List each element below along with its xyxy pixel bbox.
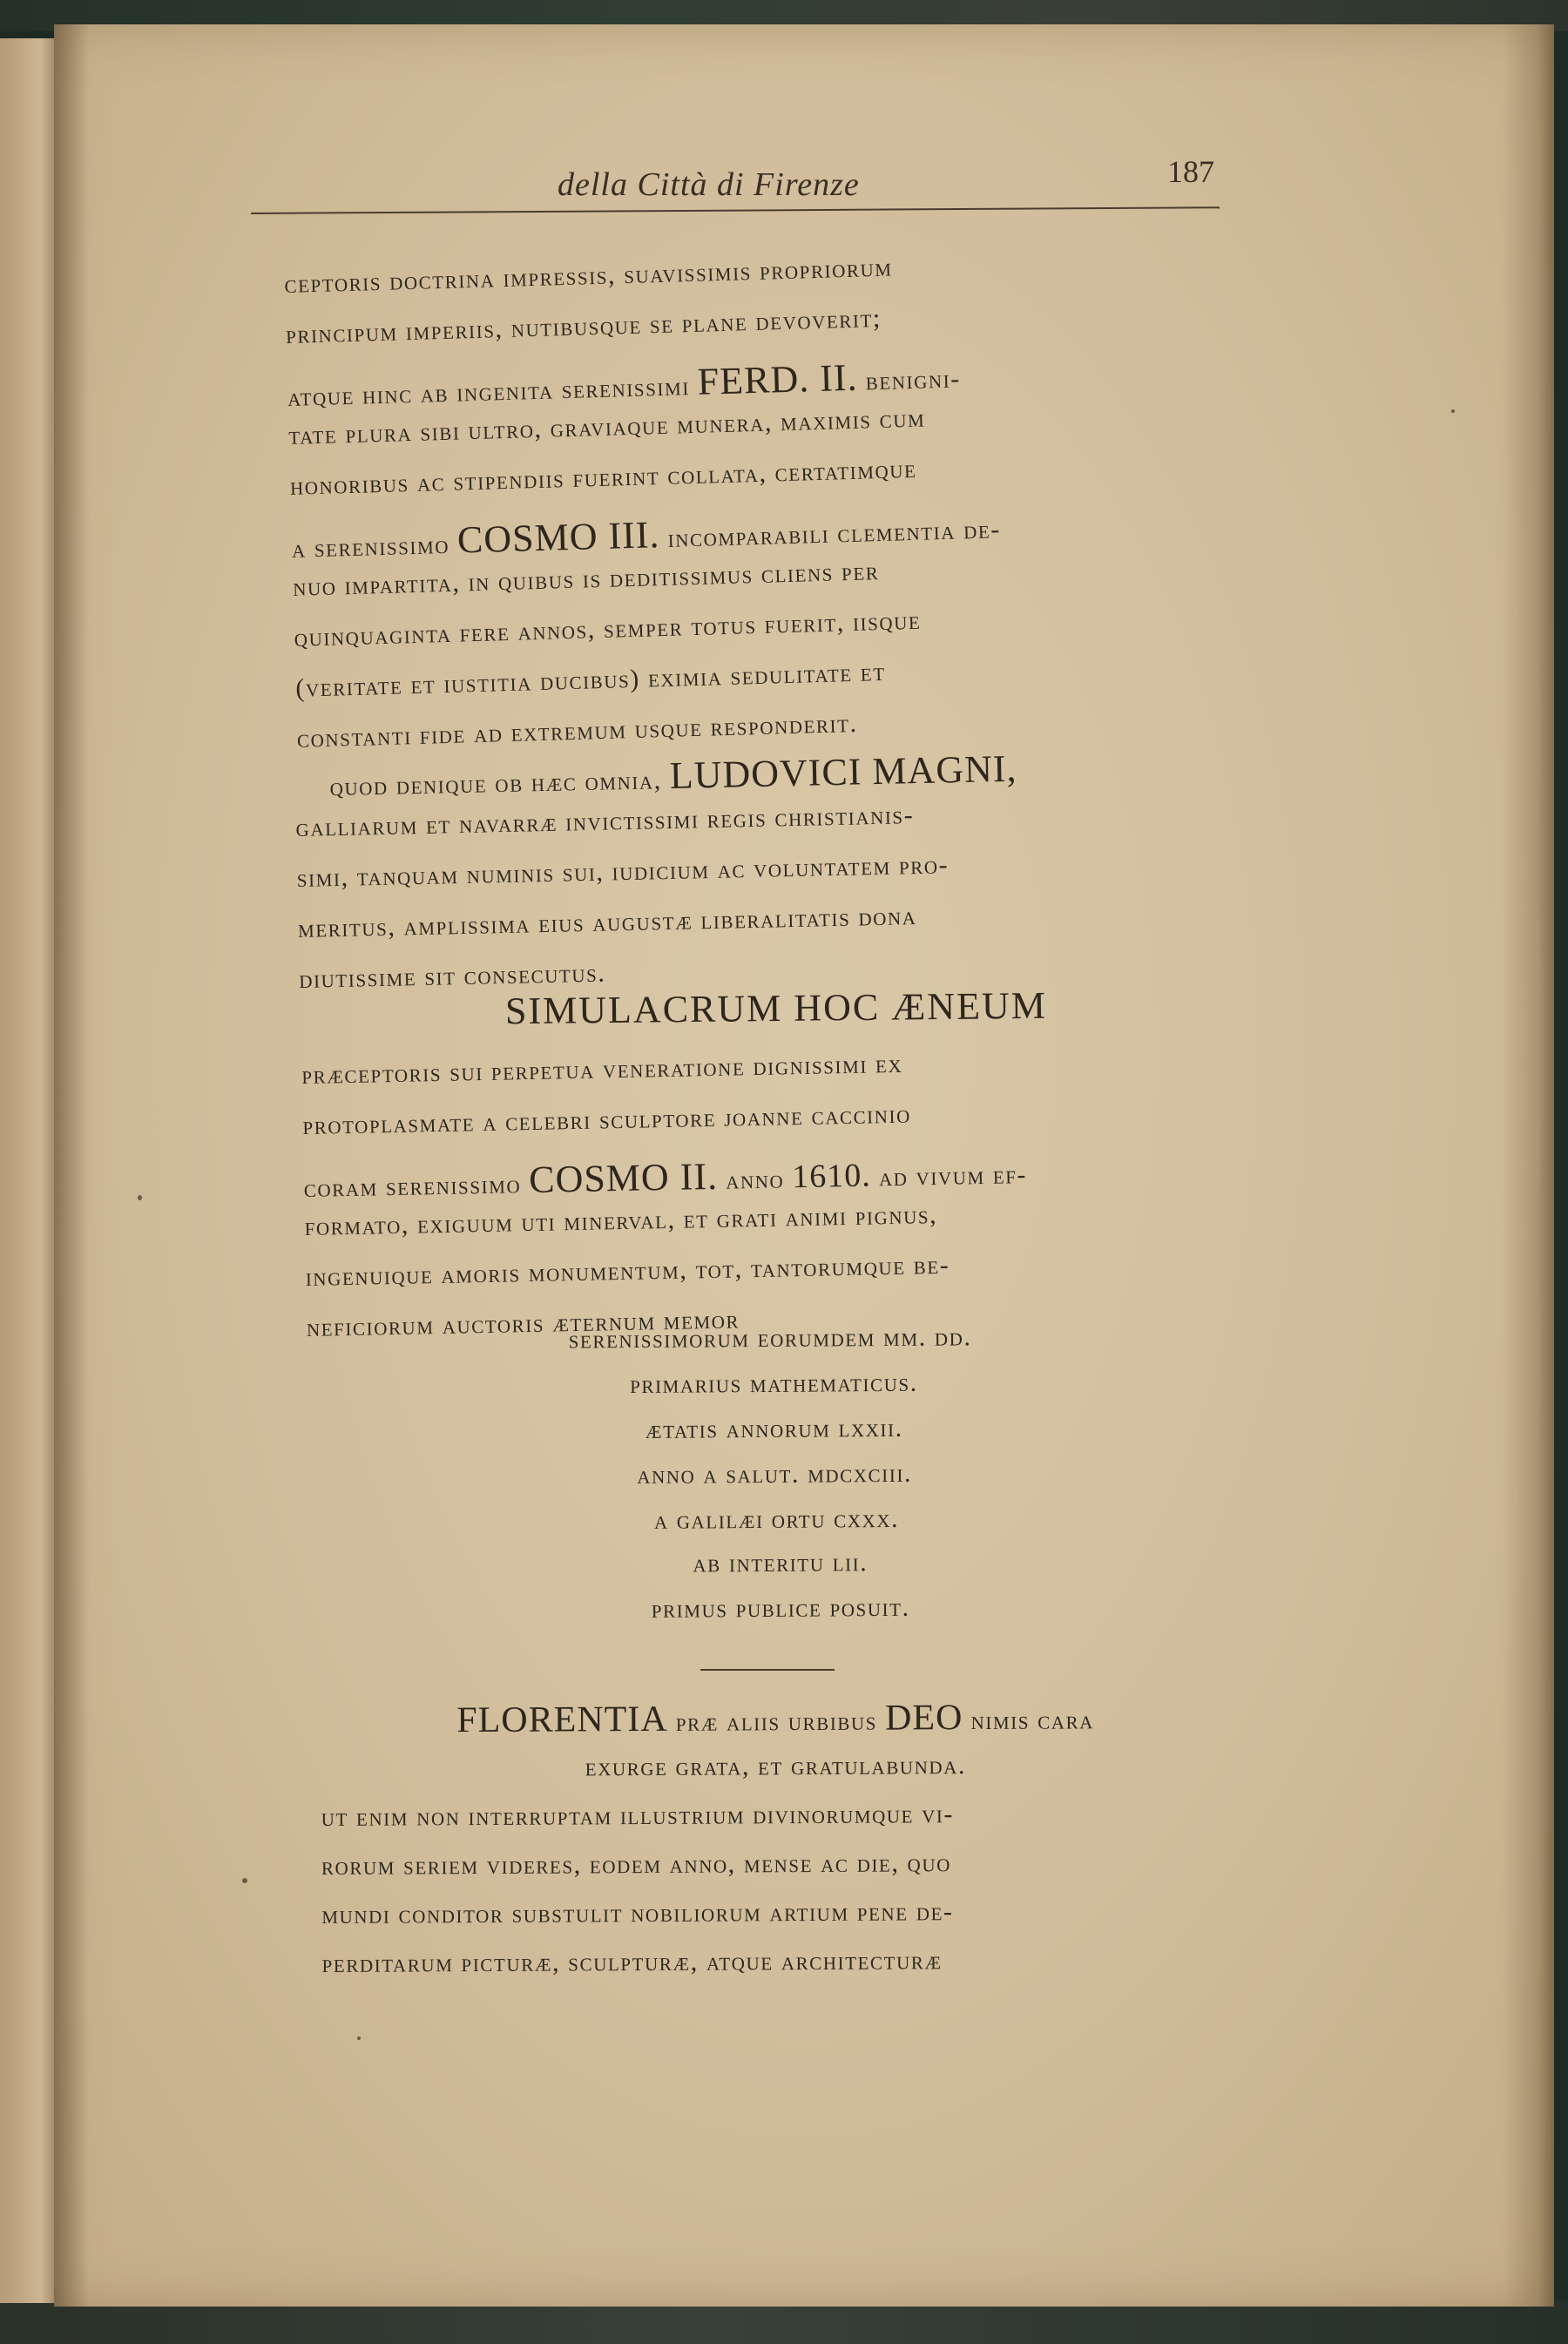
centered-line: ab interitu lii.	[693, 1548, 868, 1578]
centered-line: anno a salut. mdcxciii.	[637, 1458, 913, 1489]
centered-line: ætatis annorum lxxii.	[645, 1413, 903, 1444]
text-line: nuo impartita, in quibus is deditissimus cliens per	[292, 557, 880, 602]
text-line: neficiorum auctoris æternum memor	[306, 1305, 740, 1342]
text-line: mundi conditor substulit nobiliorum artium pene de-	[321, 1897, 954, 1929]
background-bottom	[0, 2300, 1568, 2344]
section-heading: SIMULACRUM HOC ÆNEUM	[504, 983, 1048, 1033]
paper-speck	[242, 1878, 247, 1883]
page-number: 187	[1167, 154, 1214, 189]
text-line: præceptoris sui perpetua veneratione dignissimi ex	[301, 1049, 903, 1090]
text-line: constanti fide ad extremum usque responderit.	[296, 708, 859, 753]
text-line: ut enim non interruptam illustrium divinorumque vi-	[321, 1800, 955, 1832]
text-line: diutissime sit consecutus.	[298, 958, 606, 994]
page-gutter	[54, 24, 89, 2307]
centered-line: serenissimorum eorumdem mm. dd.	[568, 1322, 972, 1354]
text-line: rorum seriem videres, eodem anno, mense ac die, quo	[321, 1848, 952, 1881]
text-line: exurge grata, et gratulabunda.	[585, 1751, 967, 1782]
centered-line: primus publice posuit.	[651, 1592, 910, 1624]
text-line: perditarum picturæ, sculpturæ, atque architecturæ	[321, 1946, 943, 1978]
centered-line: primarius mathematicus.	[630, 1368, 918, 1400]
paper-speck	[357, 2037, 361, 2040]
text-line: (veritate et iustitia ducibus) eximia sedulitate et	[294, 657, 887, 703]
text-line: coram serenissimo COSMO II. anno 1610. ad vivum ef-	[303, 1154, 1028, 1203]
text-line: quod denique ob hæc omnia, LUDOVICI MAGNI,	[329, 746, 1017, 802]
text-line: protoplasmate a celebri sculptore joanne caccinio	[302, 1099, 912, 1140]
text-line: honoribus ac stipendiis fuerint collata, certatimque	[289, 454, 917, 501]
text-line: meritus, amplissima eius augustæ liberalitatis dona	[297, 902, 917, 943]
text-line: ceptoris doctrina impressis, suavissimis propriorum	[284, 253, 893, 299]
text-line: galliarum et navarræ invictissimi regis christianis-	[295, 800, 915, 842]
section-divider	[700, 1669, 835, 1671]
text-line: atque hinc ab ingenita serenissimi FERD. II. benigni-	[287, 355, 962, 412]
paper-speck	[138, 1195, 142, 1200]
centered-line: a galilæi ortu cxxx.	[653, 1503, 900, 1535]
text-line: a serenissimo COSMO III. incomparabili clementia de-	[291, 513, 1002, 564]
inscription-title: FLORENTIA præ aliis urbibus DEO nimis cara	[456, 1698, 1095, 1741]
page-right-edge	[1502, 24, 1554, 2307]
text-line: tate plura sibi ultro, graviaque munera, maximis cum	[287, 403, 926, 450]
running-head: della Città di Firenze	[558, 166, 860, 203]
text-line: simi, tanquam numinis sui, iudicium ac voluntatem pro-	[296, 850, 950, 893]
text-line: quinquaginta fere annos, semper totus fuerit, iisque	[294, 605, 922, 652]
paper-speck	[1451, 409, 1455, 413]
text-line: principum imperiis, nutibusque se plane devoverit;	[285, 303, 882, 349]
text-line: formato, exiguum uti minerval, et grati animi pignus,	[304, 1200, 938, 1241]
text-line: ingenuique amoris monumentum, tot, tantorumque be-	[305, 1250, 950, 1292]
